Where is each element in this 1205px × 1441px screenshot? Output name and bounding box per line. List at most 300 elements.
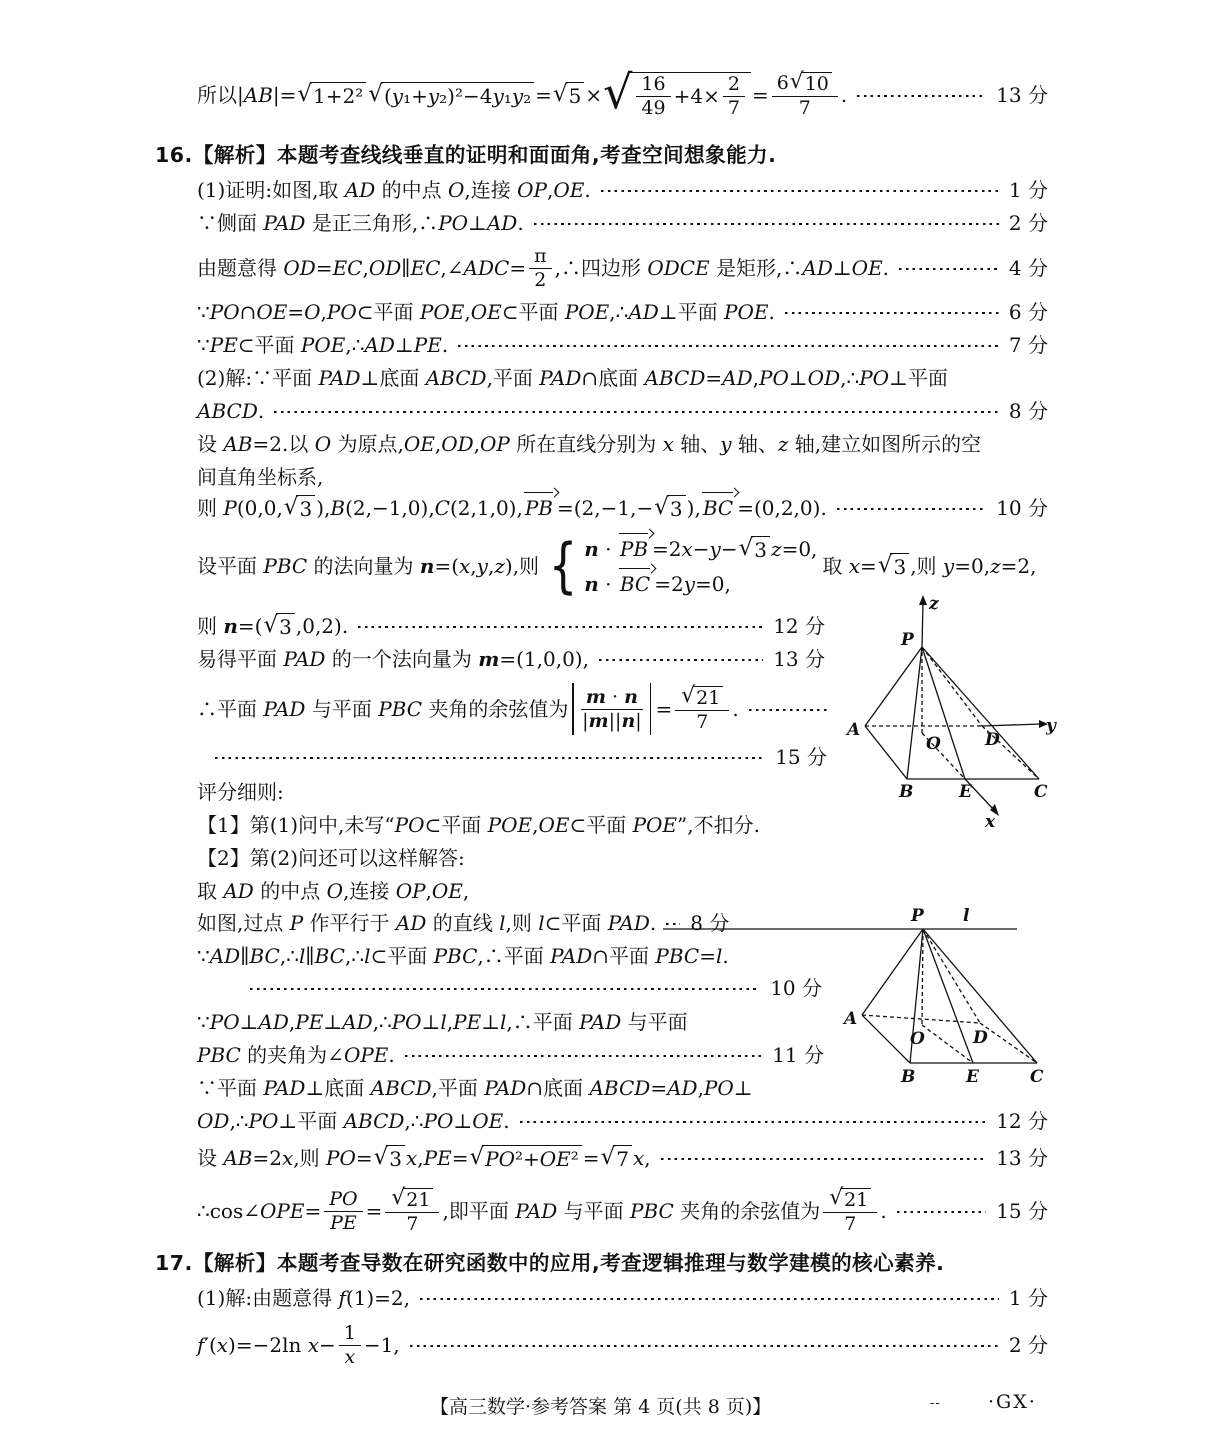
dots — [837, 508, 986, 511]
cn: , — [724, 572, 731, 597]
cn: 的法向量为 — [307, 553, 420, 578]
solid-edges — [865, 602, 1041, 811]
solution-line — [197, 611, 825, 641]
math: PO⊥AD — [209, 1009, 289, 1034]
n — [723, 74, 745, 97]
math: BC — [702, 495, 734, 520]
math: = — [655, 696, 673, 721]
cn: 由题意得 — [197, 255, 284, 280]
cn: ,∴ — [404, 1108, 424, 1133]
score: 2 分 — [1008, 210, 1048, 235]
score: 12 分 — [996, 1108, 1048, 1133]
origin-label-o: O — [926, 734, 941, 754]
frac — [529, 246, 552, 291]
solution-line — [197, 297, 1048, 327]
math: PO∩OE=O,PO — [209, 299, 357, 324]
math: = — [535, 82, 552, 107]
dots — [661, 1158, 987, 1161]
math: PAD — [263, 696, 306, 721]
vertex-label-p: P — [901, 630, 914, 650]
d — [696, 711, 708, 733]
cn: . — [388, 1042, 395, 1067]
cn: 的中点 — [375, 177, 448, 202]
axis-label-y: y — [1046, 716, 1056, 736]
math: 21 — [696, 686, 721, 709]
solution-line-ab-length — [197, 62, 1048, 128]
math: = — [751, 82, 769, 107]
math: OD — [197, 1108, 230, 1133]
cn: , — [417, 1145, 424, 1170]
math: AD⊥OE — [802, 255, 883, 280]
cn: ⊥平面 — [658, 299, 725, 324]
math: 3 — [299, 496, 313, 521]
math: PO — [329, 1187, 358, 1210]
dots — [520, 1121, 987, 1124]
cn: ∵ — [197, 1009, 210, 1034]
math: 5 — [568, 83, 582, 108]
cn: ⊥底面 — [305, 1075, 371, 1100]
cn: ∵平面 — [197, 1075, 264, 1100]
cn: , — [644, 1145, 651, 1170]
cn: , — [288, 1009, 296, 1034]
z-axis-arrowhead — [919, 595, 927, 605]
math: POE — [300, 332, 346, 357]
cn: ,连接 — [464, 177, 518, 202]
n — [581, 687, 643, 710]
score: 8 分 — [690, 910, 730, 935]
score: 11 分 — [772, 1042, 824, 1067]
math: PE — [330, 1211, 357, 1234]
cn: ⊂平面 — [501, 299, 565, 324]
math: PBC=l — [655, 943, 723, 968]
score: 4 分 — [1008, 255, 1048, 280]
cn: ⊂平面 — [356, 299, 420, 324]
math: 16 — [641, 72, 666, 95]
math: ODCE — [647, 255, 710, 280]
dots — [420, 1298, 999, 1301]
math: BC — [619, 572, 651, 597]
math: |AB|= — [237, 82, 297, 107]
d — [534, 269, 546, 291]
n — [823, 1187, 877, 1213]
sign big: √ — [603, 65, 633, 120]
dots — [274, 411, 999, 414]
cn: 与平面 — [621, 1009, 688, 1034]
math: AD⊥PE — [364, 332, 442, 357]
math: =2y=0 — [654, 572, 725, 597]
vecb: n — [584, 572, 599, 597]
math: PAD — [539, 365, 582, 390]
pyramid-diagram-with-line-l — [643, 903, 1063, 1093]
score: 10 分 — [996, 495, 1048, 520]
cn: , — [462, 878, 470, 903]
vecb: n — [621, 709, 636, 732]
math: =(0,2,0) — [737, 495, 821, 520]
footer-page-info: 【高三数学·参考答案 第 4 页(共 8 页)】 — [430, 1396, 772, 1418]
sign: √ — [368, 80, 383, 107]
sign: √ — [391, 1185, 406, 1211]
dots — [534, 223, 999, 226]
score: 6 分 — [1008, 299, 1048, 324]
math: × — [585, 82, 603, 107]
cn: 夹角的余弦值为 — [422, 696, 569, 721]
cn: ,连接 — [342, 878, 396, 903]
dots — [215, 757, 765, 760]
sign: √ — [469, 1143, 485, 1170]
cn: , — [403, 1285, 411, 1310]
sqrt — [263, 612, 294, 641]
math: 7 — [844, 1213, 857, 1236]
cn: 的直线 — [426, 910, 500, 935]
cn: . — [584, 177, 591, 202]
dots — [358, 626, 763, 629]
solution-line — [197, 908, 730, 938]
solution-line — [197, 396, 1048, 426]
cn: . — [503, 1108, 510, 1133]
math: OPE — [343, 1042, 389, 1067]
math: 1 — [343, 1321, 356, 1344]
solution-line-cosine — [197, 678, 837, 740]
cn: , — [446, 1009, 454, 1034]
cn: . — [341, 613, 349, 638]
cn: ⊂平面 — [370, 943, 434, 968]
body — [751, 536, 770, 563]
hidden-dashed-edges — [862, 929, 1037, 1063]
math: ABCD — [425, 365, 487, 390]
vecb: n — [624, 685, 638, 708]
sign: √ — [829, 1185, 844, 1211]
vertex-label-c: C — [1034, 782, 1048, 802]
math: PBC — [433, 943, 478, 968]
cn: 的中点 — [253, 878, 327, 903]
cn: ,则 — [293, 1145, 326, 1170]
vecb: n — [419, 553, 435, 578]
dots — [599, 659, 763, 662]
math: OE,OD,OP — [403, 431, 510, 456]
cn: ,∴ — [279, 943, 299, 968]
cn: 17.【解析】本题考查导数在研究函数中的应用,考查逻辑推理与数学建模的核心素养. — [155, 1251, 945, 1276]
math: O — [448, 177, 465, 202]
rows — [584, 535, 817, 598]
math: 7 — [696, 711, 709, 734]
math: x — [662, 431, 674, 456]
cn: . — [840, 82, 848, 107]
sqrt — [603, 66, 751, 124]
sqrt — [654, 494, 685, 523]
score: 8 分 — [1008, 398, 1048, 423]
math: PO²+OE² — [485, 1146, 579, 1171]
math: O — [314, 431, 332, 456]
solution-line — [197, 242, 1048, 294]
body — [841, 1188, 871, 1211]
row — [584, 535, 817, 564]
dots — [601, 190, 999, 193]
sign: √ — [654, 493, 669, 520]
cases — [544, 531, 818, 601]
vecb: m — [588, 709, 609, 732]
dots — [410, 1345, 999, 1348]
math: −1 — [363, 1332, 394, 1357]
cn: 【2】第(2)问还可以这样解答: — [197, 845, 465, 870]
d — [728, 97, 740, 119]
cn: 的一个法向量为 — [325, 646, 479, 671]
math: =(1,0,0) — [499, 646, 583, 671]
math: PE⊥l — [453, 1009, 507, 1034]
math: =2x−y− — [652, 536, 738, 561]
math: 7 — [616, 1146, 629, 1171]
math: PAD — [263, 210, 306, 235]
math: PAD — [607, 910, 650, 935]
cn: . — [649, 910, 657, 935]
cn: 轴、 — [673, 431, 721, 456]
cn: ⊂平面 — [424, 812, 488, 837]
cn: ∵侧面 — [197, 210, 264, 235]
cn: 取 — [822, 553, 849, 578]
math: POE — [632, 812, 678, 837]
cn: · — [598, 572, 618, 597]
vertex-label-a: A — [844, 1009, 858, 1029]
sign: √ — [600, 1143, 616, 1170]
sqrt — [878, 552, 909, 581]
math: PE⊥AD — [295, 1009, 373, 1034]
cn: 所以 — [197, 82, 237, 107]
body — [310, 82, 366, 109]
body — [386, 1145, 405, 1172]
math: 49 — [641, 96, 666, 119]
cn: ⊥平面 — [889, 365, 948, 390]
axis-label-x: x — [985, 812, 996, 831]
math: 7 — [727, 96, 740, 119]
vertex-label-c: C — [1030, 1067, 1044, 1087]
point-label-d: D — [973, 1028, 988, 1048]
solution-line — [197, 644, 825, 674]
cn: ⊂平面 — [569, 812, 633, 837]
math: POE — [564, 299, 610, 324]
math: 7 — [406, 1213, 419, 1236]
score: 12 分 — [773, 613, 825, 638]
line-label-l: l — [963, 906, 970, 926]
score: 13 分 — [996, 1145, 1048, 1170]
cn: 轴、 — [731, 431, 778, 456]
cn: ,∴ — [609, 299, 629, 324]
cn: 与平面 — [305, 696, 379, 721]
math: l — [538, 910, 545, 935]
cn: 是正三角形,∴ — [305, 210, 439, 235]
n — [636, 74, 670, 97]
math: AB=2 — [223, 431, 282, 456]
vertex-label-b: B — [899, 782, 914, 802]
body — [693, 686, 723, 709]
score: 13 分 — [773, 646, 825, 671]
body — [296, 495, 315, 522]
cn: ,则 — [910, 553, 943, 578]
sign: √ — [877, 551, 893, 578]
math: POE — [487, 812, 533, 837]
math: ABCD=AD,PO⊥ — [589, 1075, 753, 1100]
cn: . — [732, 696, 739, 721]
math: x= — [848, 553, 877, 578]
math: 3 — [389, 1146, 402, 1171]
math: PBC — [378, 696, 423, 721]
math: 2 — [727, 72, 740, 95]
math: AD — [223, 878, 254, 903]
frac — [581, 687, 643, 732]
math: f(1)=2 — [338, 1285, 404, 1310]
body — [276, 613, 295, 640]
sqrt — [391, 1187, 433, 1211]
cn: · — [605, 685, 625, 708]
math: PBC — [197, 1042, 241, 1067]
score: 15 分 — [775, 744, 827, 769]
cn: 间直角坐标系, — [197, 464, 324, 489]
cn: ,平面 — [431, 1075, 485, 1100]
cn: 与平面 — [557, 1198, 631, 1223]
sqrt — [829, 1187, 871, 1211]
math: POE — [724, 299, 769, 324]
math: ), — [686, 495, 701, 520]
cn: ∩平面 — [592, 943, 656, 968]
solution-line — [197, 1138, 1048, 1178]
cn: 轴,建立如图所示的空 — [788, 431, 982, 456]
math: P — [289, 910, 304, 935]
math: PB — [524, 495, 553, 520]
row — [584, 572, 817, 597]
vecb: n — [223, 613, 238, 638]
cn: ∴cos∠ — [197, 1198, 260, 1223]
cn: .以 — [281, 431, 315, 456]
cn: | — [582, 709, 589, 732]
cn: ⊥平面 — [278, 1108, 344, 1133]
grading-rule-2 — [197, 843, 1048, 873]
n — [529, 246, 552, 269]
math: =( — [237, 613, 263, 638]
d — [406, 1213, 418, 1235]
cn: , — [811, 536, 818, 561]
solution-line — [197, 1106, 1048, 1136]
score: 1 分 — [1008, 177, 1048, 202]
solution-line-dots — [205, 744, 827, 770]
footer-edition-code: ·GX· — [988, 1391, 1037, 1413]
dots — [749, 709, 829, 712]
cn: 设 — [197, 1145, 224, 1170]
cn: ∵ — [197, 332, 210, 357]
cn: . — [257, 398, 265, 423]
math: ,0,2) — [295, 613, 342, 638]
solution-line — [197, 462, 1048, 492]
cn: 评分细则: — [197, 779, 284, 804]
math: PO — [859, 365, 890, 390]
cn: 易得平面 — [197, 646, 284, 671]
cn: 如图,过点 — [197, 910, 290, 935]
cn: . — [882, 255, 890, 280]
cn: 夹角的余弦值为 — [673, 1198, 821, 1223]
sqrt — [297, 81, 366, 110]
cn: 是矩形,∴ — [709, 255, 803, 280]
math: 1+2² — [313, 83, 364, 108]
math: ABCD — [343, 1108, 405, 1133]
cn: ,∴ — [344, 943, 365, 968]
problem-16-heading — [155, 141, 1048, 171]
cn: 的夹角为∠ — [240, 1042, 344, 1067]
math: PO — [248, 1108, 279, 1133]
math: =(x,y,z) — [434, 553, 513, 578]
n — [772, 71, 838, 97]
math: ABCD — [197, 398, 258, 423]
vertex-label-p: P — [911, 906, 924, 926]
math: = — [582, 1145, 600, 1170]
math: l — [364, 943, 371, 968]
math: z=0 — [771, 536, 812, 561]
cn: = — [304, 1198, 322, 1223]
math: POE — [419, 299, 465, 324]
cn: ln — [282, 1332, 308, 1357]
body — [566, 82, 585, 109]
sqrt — [553, 81, 584, 110]
body — [482, 1145, 582, 1172]
solution-line — [197, 876, 1048, 906]
body — [613, 1145, 632, 1172]
cn: ,平面 — [486, 365, 540, 390]
brace: { — [548, 531, 578, 601]
body — [802, 72, 832, 95]
cn: ∴平面 — [197, 696, 264, 721]
cn: 16.【解析】本题考查线线垂直的证明和面面角,考查空间想象能力. — [155, 143, 777, 168]
cn: . — [441, 332, 449, 357]
cn: ”,不扣分. — [677, 812, 760, 837]
cn: ,∴四边形 — [554, 255, 648, 280]
cn: ∩底面 — [581, 365, 645, 390]
cn: ∵ — [197, 299, 210, 324]
cn: ,∴平面 — [477, 943, 551, 968]
cn: | — [635, 709, 642, 732]
vec — [523, 493, 557, 521]
score: 2 分 — [1008, 1332, 1048, 1357]
frac — [339, 1323, 361, 1368]
vec — [618, 534, 652, 562]
cn: ⊥底面 — [360, 365, 426, 390]
cn: , — [393, 1332, 400, 1357]
math: +4× — [673, 83, 720, 108]
math: f′(x)=−2 — [197, 1332, 283, 1357]
math: ABCD=AD,PO⊥OD — [644, 365, 841, 390]
cn: 设 — [197, 431, 224, 456]
sqrt — [284, 494, 315, 523]
solution-line — [197, 175, 1048, 205]
sign: √ — [738, 534, 754, 561]
math: PAD — [283, 646, 326, 671]
solution-line — [197, 1180, 1048, 1242]
cn: 作平行于 — [303, 910, 396, 935]
point-label-d: D — [985, 730, 1000, 750]
cn: (2)解:∵平面 — [197, 365, 319, 390]
math: z — [777, 431, 789, 456]
math: PE — [209, 332, 238, 357]
vecb: m — [585, 685, 606, 708]
d — [799, 97, 811, 119]
vecb: n — [584, 536, 599, 561]
solution-line — [197, 208, 1048, 238]
math: 3 — [669, 496, 683, 521]
math: AD∥BC — [209, 943, 280, 968]
n — [675, 685, 729, 711]
cn: . — [820, 495, 827, 520]
sign: √ — [681, 683, 696, 709]
frac — [723, 74, 745, 119]
d — [344, 1346, 355, 1368]
cn: , — [464, 299, 471, 324]
cn: 【1】第(1)问中,未写“ — [197, 812, 395, 837]
cn: . — [880, 1198, 887, 1223]
